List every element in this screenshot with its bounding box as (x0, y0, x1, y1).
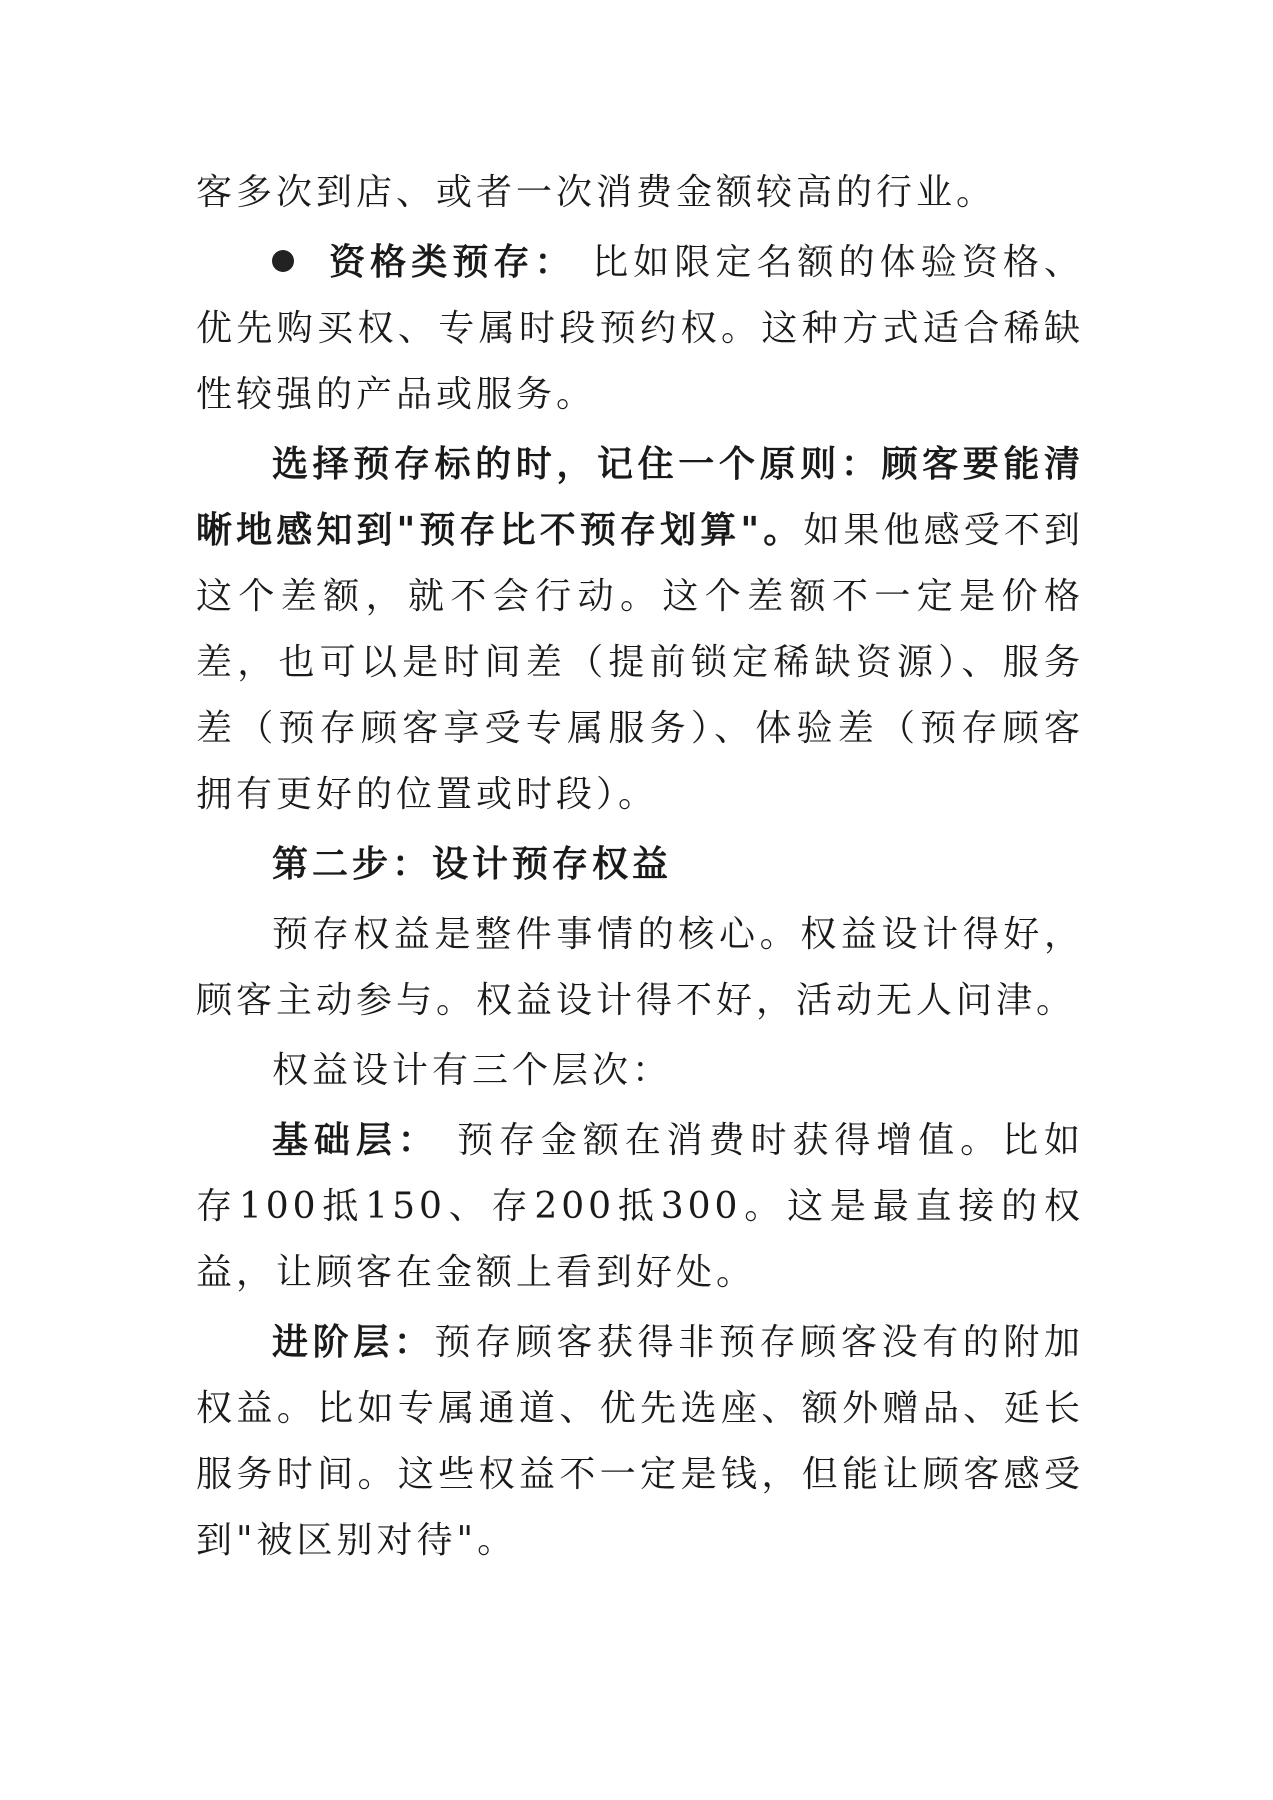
bullet-icon (272, 250, 294, 272)
paragraph-basic-level (196, 1108, 1084, 1306)
paragraph-levels-intro: 权益设计有三个层次： (272, 1050, 673, 1091)
section-heading-text: 第二步：设计预存权益 (272, 844, 673, 885)
principle-bold-text: 选择预存标的时，记住一个原则：顾客要能清晰地感知到"预存比不预存划算"。 (196, 444, 1084, 551)
section-heading (196, 832, 1084, 898)
bullet-text: 比如限定名额的体验资格、优先购买权、专属时段预约权。这种方式适合稀缺性较强的产品或服务。 (196, 242, 1084, 415)
paragraph-advanced-level (196, 1310, 1084, 1574)
document-page (196, 160, 1084, 1574)
paragraph-continuation: 客多次到店、或者一次消费金额较高的行业。 (196, 172, 997, 213)
basic-level-label: 基础层： (272, 1120, 440, 1161)
advanced-level-label: 进阶层： (272, 1322, 435, 1363)
bullet-label: 资格类预存： (328, 242, 576, 283)
paragraph-principle (196, 432, 1084, 828)
basic-level-text: 预存金额在消费时获得增值。比如存100抵150、存200抵300。这是最直接的权益，让顾客在金额上看到好处。 (196, 1120, 1084, 1293)
paragraph-core: 预存权益是整件事情的核心。权益设计得好，顾客主动参与。权益设计得不好，活动无人问津。 (196, 914, 1084, 1021)
advanced-level-text: 预存顾客获得非预存顾客没有的附加权益。比如专属通道、优先选座、额外赠品、延长服务时间。这些权益不一定是钱，但能让顾客感受到"被区别对待"。 (196, 1322, 1084, 1561)
principle-text: 如果他感受不到这个差额，就不会行动。这个差额不一定是价格差，也可以是时间差（提前锁定稀缺资源）、服务差（预存顾客享受专属服务）、体验差（预存顾客拥有更好的位置或时段）。 (196, 510, 1084, 815)
bullet-paragraph-qualification (196, 230, 1084, 428)
